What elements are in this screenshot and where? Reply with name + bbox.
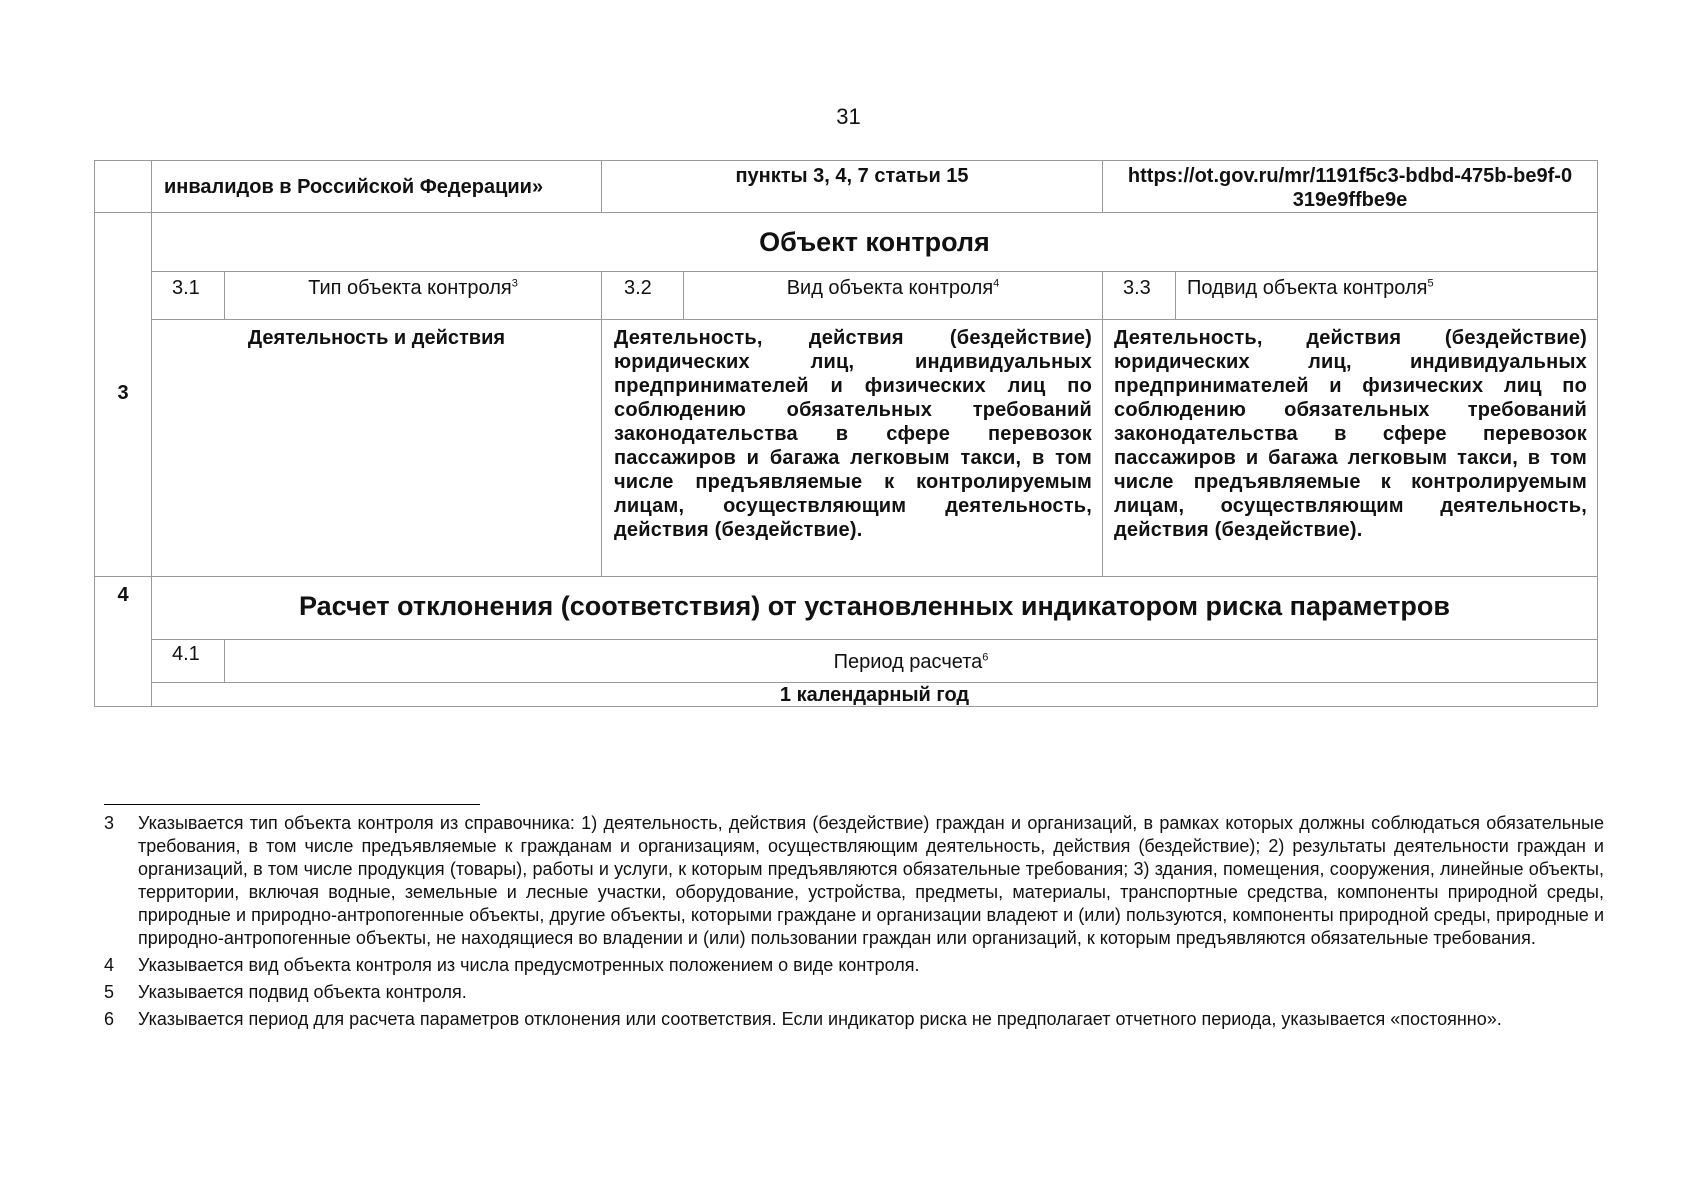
object-type-value: Деятельность и действия bbox=[247, 327, 506, 349]
section4-number-cell bbox=[94, 576, 151, 707]
footnote-separator bbox=[104, 804, 480, 805]
top-row-col3 bbox=[1102, 160, 1598, 212]
sub-3-1-number-cell bbox=[151, 271, 224, 319]
top-row-col1-text: инвалидов в Российской Федерации» bbox=[164, 176, 544, 198]
section4-heading-cell bbox=[151, 576, 1598, 639]
footnote-ref-3[interactable]: 3 bbox=[511, 277, 518, 290]
footnotes bbox=[104, 812, 1604, 1035]
section3-heading-cell bbox=[151, 212, 1598, 271]
object-subkind-value-cell bbox=[1102, 319, 1598, 576]
sub-3-2-label-wrap bbox=[684, 276, 1102, 300]
sub-3-3-number: 3.3 bbox=[1123, 277, 1151, 299]
footnote-4 bbox=[104, 954, 1604, 977]
object-kind-value-cell bbox=[601, 319, 1102, 576]
footnote-text: Указывается тип объекта контроля из справочника: 1) деятельность, действия (бездействие) граждан и организаций, в рамках которых должны соблюдаться обязательные требования, в том числе предъявляемые к гражданам и организациям, осуществляющим деятельность, действия (бездействие); 2) результаты деятельности граждан и организаций, в том числе продукция (товары), работы и услуги, к которым предъявляются обязательные требования; 3) здания, помещения, сооружения, линейные объекты, территории, включая водные, земельные и лесные участки, оборудование, устройства, предметы, материалы, транспортные средства, компоненты природной среды, природные и природно-антропогенные объекты, другие объекты, которыми граждане и организации владеют и (или) пользуются, компоненты природной среды, природные и природно-антропогенные объекты, не находящиеся во владении и (или) пользовании граждан или организаций, к которым предъявляются обязательные требования. bbox=[138, 813, 1604, 948]
section4-number: 4 bbox=[117, 584, 129, 606]
sub-3-1-label: Тип объекта контроля bbox=[308, 277, 512, 299]
sub-4-1-value: 1 календарный год bbox=[779, 684, 970, 706]
sub-4-1-label-cell bbox=[224, 639, 1598, 682]
sub-4-1-number: 4.1 bbox=[172, 643, 200, 665]
sub-4-1-value-cell bbox=[151, 682, 1598, 707]
footnote-5 bbox=[104, 981, 1604, 1004]
section4-heading: Расчет отклонения (соответствия) от установленных индикатором риска параметров bbox=[299, 591, 1450, 621]
sub-3-3-label-wrap bbox=[1187, 276, 1434, 300]
sub-3-2-number-cell bbox=[601, 271, 683, 319]
object-subkind-value: Деятельность, действия (бездействие) юридических лиц, индивидуальных предпринимателей и физических лиц по соблюдению обязательных требований законодательства в сфере перевозок пассажиров и багажа легковым такси, в том числе предъявляемые к контролируемым лицам, осуществляющим деятельность, действия (бездействие). bbox=[1114, 327, 1587, 541]
top-row-col1 bbox=[151, 160, 601, 212]
sub-3-2-number: 3.2 bbox=[624, 277, 652, 299]
object-kind-value: Деятельность, действия (бездействие) юридических лиц, индивидуальных предпринимателей и физических лиц по соблюдению обязательных требований законодательства в сфере перевозок пассажиров и багажа легковым такси, в том числе предъявляемые к контролируемым лицам, осуществляющим деятельность, действия (бездействие). bbox=[614, 327, 1092, 541]
sub-3-1-label-cell bbox=[224, 271, 601, 319]
top-row-number-cell bbox=[94, 160, 151, 212]
footnote-number: 5 bbox=[104, 982, 115, 1002]
sub-3-1-label-wrap bbox=[225, 276, 601, 300]
footnote-number: 6 bbox=[104, 1009, 115, 1029]
sub-3-3-number-cell bbox=[1102, 271, 1175, 319]
sub-3-1-number: 3.1 bbox=[172, 277, 200, 299]
footnote-ref-6[interactable]: 6 bbox=[982, 651, 989, 664]
sub-3-2-label: Вид объекта контроля bbox=[786, 277, 994, 299]
sub-4-1-label-wrap bbox=[225, 650, 1597, 674]
sub-3-3-label: Подвид объекта контроля bbox=[1187, 277, 1428, 299]
top-row-col3-link[interactable]: https://ot.gov.ru/mr/1191f5c3-bdbd-475b-be9f-0319e9ffbe9e bbox=[1127, 165, 1573, 211]
page-number: 31 bbox=[836, 104, 861, 129]
footnote-number: 3 bbox=[104, 813, 115, 833]
sub-4-1-label: Период расчета bbox=[833, 651, 983, 673]
object-type-value-cell bbox=[151, 319, 601, 576]
footnote-ref-4[interactable]: 4 bbox=[993, 277, 1000, 290]
sub-3-3-label-cell bbox=[1175, 271, 1598, 319]
section3-number-cell bbox=[94, 212, 151, 576]
section3-heading: Объект контроля bbox=[759, 227, 990, 257]
sub-4-1-number-cell bbox=[151, 639, 224, 682]
footnote-3 bbox=[104, 812, 1604, 950]
footnote-text: Указывается подвид объекта контроля. bbox=[138, 982, 467, 1002]
top-row-col2 bbox=[601, 160, 1102, 212]
footnote-text: Указывается вид объекта контроля из числа предусмотренных положением о виде контроля. bbox=[138, 955, 920, 975]
footnote-number: 4 bbox=[104, 955, 115, 975]
footnote-text: Указывается период для расчета параметров отклонения или соответствия. Если индикатор риска не предполагает отчетного периода, указывается «постоянно». bbox=[138, 1009, 1502, 1029]
section3-number: 3 bbox=[117, 382, 129, 404]
sub-3-2-label-cell bbox=[683, 271, 1102, 319]
footnote-6 bbox=[104, 1008, 1604, 1031]
risk-indicator-table bbox=[94, 160, 1598, 707]
top-row-col2-text: пункты 3, 4, 7 статьи 15 bbox=[735, 165, 969, 187]
footnote-ref-5[interactable]: 5 bbox=[1427, 277, 1434, 290]
